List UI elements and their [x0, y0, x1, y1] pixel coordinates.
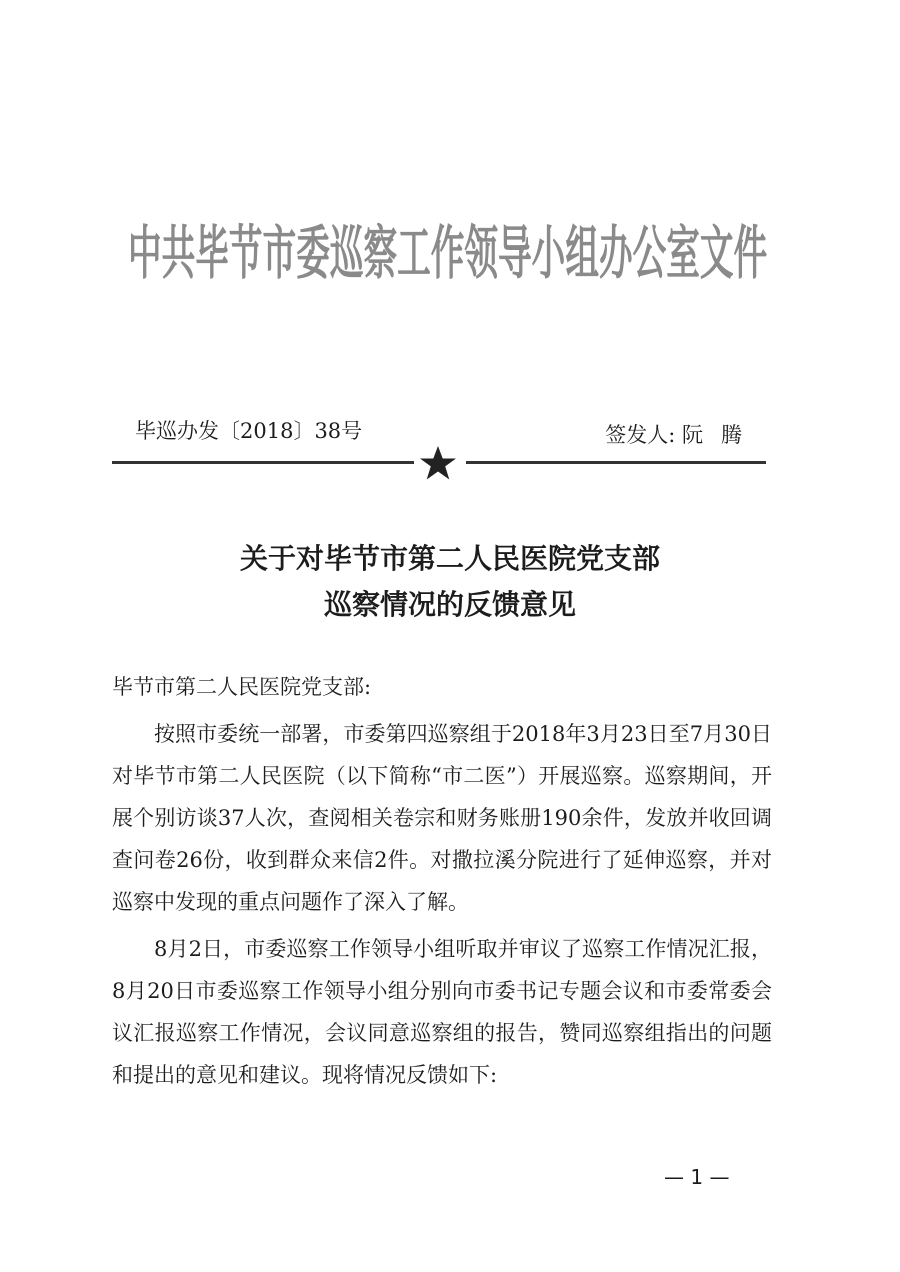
salutation: 毕节市第二人民医院党支部: — [112, 675, 372, 699]
document-title-line-2: 巡察情况的反馈意见 — [323, 588, 576, 621]
document-title — [100, 536, 800, 628]
issuer-label: 签发人: — [605, 423, 676, 447]
body-paragraph-2: 8月2日，市委巡察工作领导小组听取并审议了巡察工作情况汇报，8月20日市委巡察工作领导小组分别向市委书记专题会议和市委常委会议汇报巡察工作情况，会议同意巡察组的报告，赞同巡察组指出的问题和提出的意见和建议。现将情况反馈如下: — [112, 937, 772, 1087]
header-divider-right — [466, 461, 766, 464]
issuer-name: 阮腾 — [682, 423, 760, 447]
document-header-title: 中共毕节市委巡察工作领导小组办公室文件 — [128, 219, 768, 287]
page-number: — 1 — — [664, 1165, 730, 1189]
body-paragraph-1: 按照市委统一部署，市委第四巡察组于2018年3月23日至7月30日对毕节市第二人民医院（以下简称“市二医”）开展巡察。巡察期间，开展个别访谈37人次，查阅相关卷宗和财务账册190余件，发放并收回调查问卷26份，收到群众来信2件。对撒拉溪分院进行了延伸巡察，并对巡察中发现的重点问题作了深入了解。 — [112, 722, 772, 914]
document-title-line-1: 关于对毕节市第二人民医院党支部 — [239, 542, 660, 575]
document-body — [112, 666, 772, 1096]
star-icon — [418, 444, 458, 482]
issuer-line — [605, 420, 760, 450]
header-divider-left — [112, 461, 414, 464]
document-number: 毕巡办发〔2018〕38号 — [135, 419, 363, 443]
